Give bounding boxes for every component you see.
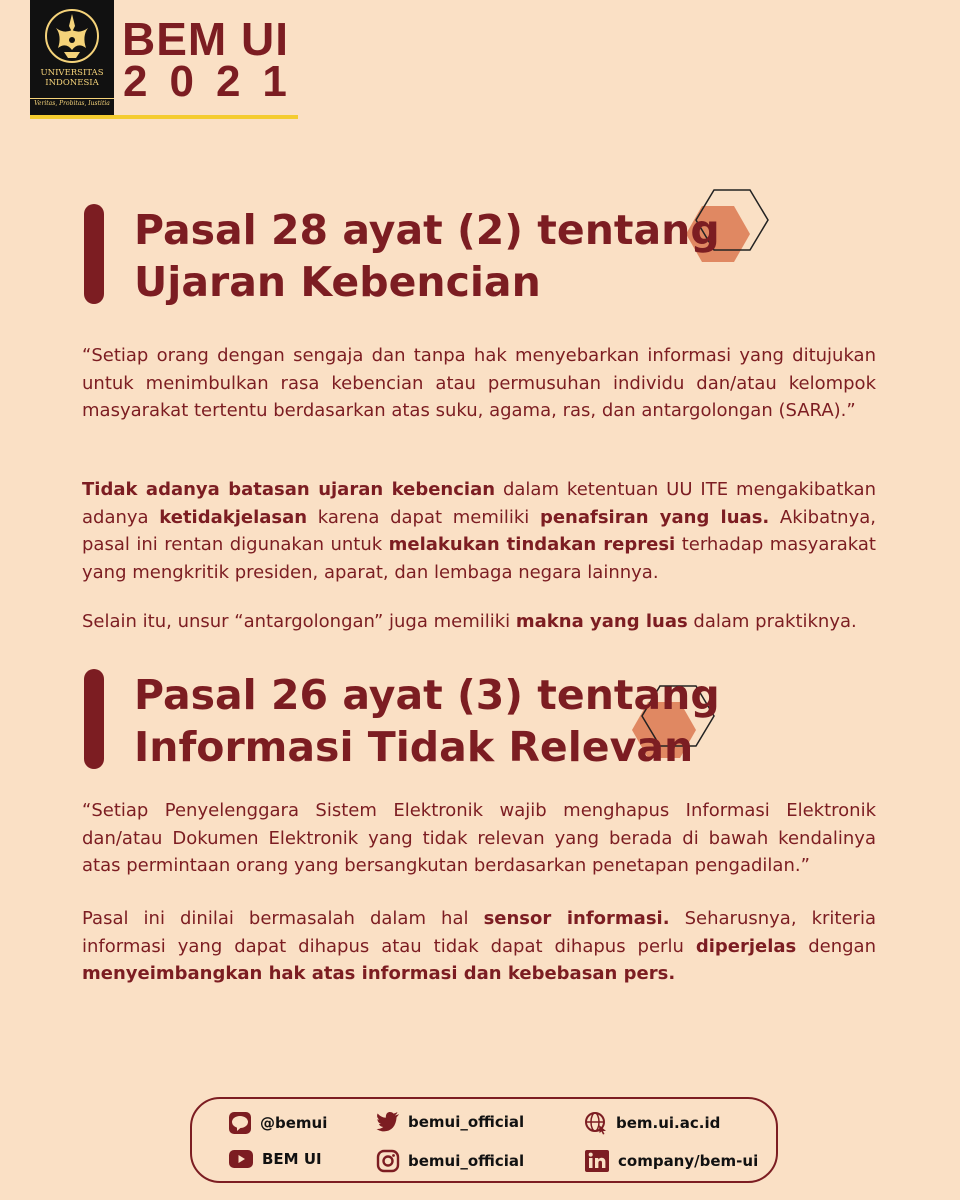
footer-instagram-handle: bemui_official <box>408 1152 525 1170</box>
brand-year: 2021 <box>123 57 309 106</box>
section1-heading <box>134 204 720 308</box>
instagram-icon <box>376 1149 400 1173</box>
emphasis-text: diperjelas <box>695 935 797 957</box>
footer-youtube[interactable] <box>228 1149 322 1169</box>
emphasis-text: penafsiran yang luas. <box>539 506 770 528</box>
body-text: karena dapat memiliki <box>307 506 540 528</box>
logo-name-line2: INDONESIA <box>45 78 99 88</box>
body-text: dalam praktiknya. <box>687 611 857 632</box>
section2-quote: “Setiap Penyelenggara Sistem Elektronik wajib menghapus Informasi Elektronik dan/atau Dokumen Elektronik yang tidak relevan yang berada di bawah kendalinya atas permintaan orang yang bersangkutan berdasarkan penetapan pengadilan.” <box>82 800 876 876</box>
section1-note <box>82 608 876 636</box>
body-text: terhadap masyarakat yang mengkritik presiden, aparat, dan lembaga negara lainnya. <box>82 534 876 583</box>
body-text: Seharusnya, kriteria informasi yang dapat dihapus atau tidak dapat dihapus perlu <box>82 908 876 957</box>
footer-linkedin[interactable] <box>584 1149 758 1173</box>
body-text: Selain itu, unsur “antargolongan” juga memiliki <box>82 611 516 632</box>
footer-line-handle: @bemui <box>260 1114 328 1132</box>
emphasis-text: ketidakjelasan <box>159 506 308 528</box>
section1-analysis <box>82 476 876 586</box>
section2-analysis <box>82 905 876 988</box>
emphasis-text: makna yang luas <box>515 611 688 632</box>
section2-heading-line2: Informasi Tidak Relevan <box>134 723 694 771</box>
emphasis-text: menyeimbangkan hak atas informasi dan kebebasan pers. <box>82 963 676 984</box>
body-text: dalam ketentuan UU ITE mengakibatkan adanya <box>82 479 876 528</box>
body-text: Akibatnya, pasal ini rentan digunakan untuk <box>82 506 876 555</box>
body-text: Pasal ini dinilai bermasalah dalam hal <box>82 908 484 929</box>
section-marker-bar <box>84 204 104 304</box>
footer-twitter-handle: bemui_official <box>408 1113 525 1131</box>
linkedin-icon <box>584 1149 610 1173</box>
footer-youtube-channel: BEM UI <box>262 1150 322 1168</box>
globe-icon <box>584 1111 608 1135</box>
emphasis-text: melakukan tindakan represi <box>388 534 676 555</box>
header-underline <box>30 115 298 119</box>
twitter-icon <box>376 1111 400 1133</box>
line-app-icon <box>228 1111 252 1135</box>
youtube-icon <box>228 1149 254 1169</box>
makara-emblem-icon <box>42 6 102 66</box>
emphasis-text: Tidak adanya batasan ujaran kebencian <box>82 479 496 500</box>
section2-heading <box>134 669 720 773</box>
emphasis-text: sensor informasi. <box>483 908 670 929</box>
section1-heading-line1: Pasal 28 ayat (2) tentang <box>134 206 720 254</box>
university-logo <box>30 0 114 117</box>
logo-tagline: Veritas, Probitas, Iustitia <box>30 98 114 107</box>
footer-line[interactable] <box>228 1111 327 1135</box>
brand-name: BEM UI <box>122 13 289 65</box>
body-text: dengan <box>796 935 876 957</box>
footer-linkedin-page: company/bem-ui <box>618 1152 759 1170</box>
footer-twitter[interactable] <box>376 1111 524 1133</box>
section1-quote: “Setiap orang dengan sengaja dan tanpa hak menyebarkan informasi yang ditujukan untuk menimbulkan rasa kebencian atau permusuhan individu dan/atau kelompok masyarakat tertentu berdasarkan atas suku, agama, ras, dan antargolongan (SARA).” <box>82 345 876 421</box>
logo-name-line1: UNIVERSITAS <box>40 68 104 78</box>
section1-heading-line2: Ujaran Kebencian <box>134 258 541 306</box>
footer-website-url: bem.ui.ac.id <box>616 1114 721 1132</box>
social-footer <box>190 1097 778 1183</box>
footer-instagram[interactable] <box>376 1149 524 1173</box>
section2-heading-line1: Pasal 26 ayat (3) tentang <box>134 671 720 719</box>
section-marker-bar <box>84 669 104 769</box>
footer-website[interactable] <box>584 1111 720 1135</box>
